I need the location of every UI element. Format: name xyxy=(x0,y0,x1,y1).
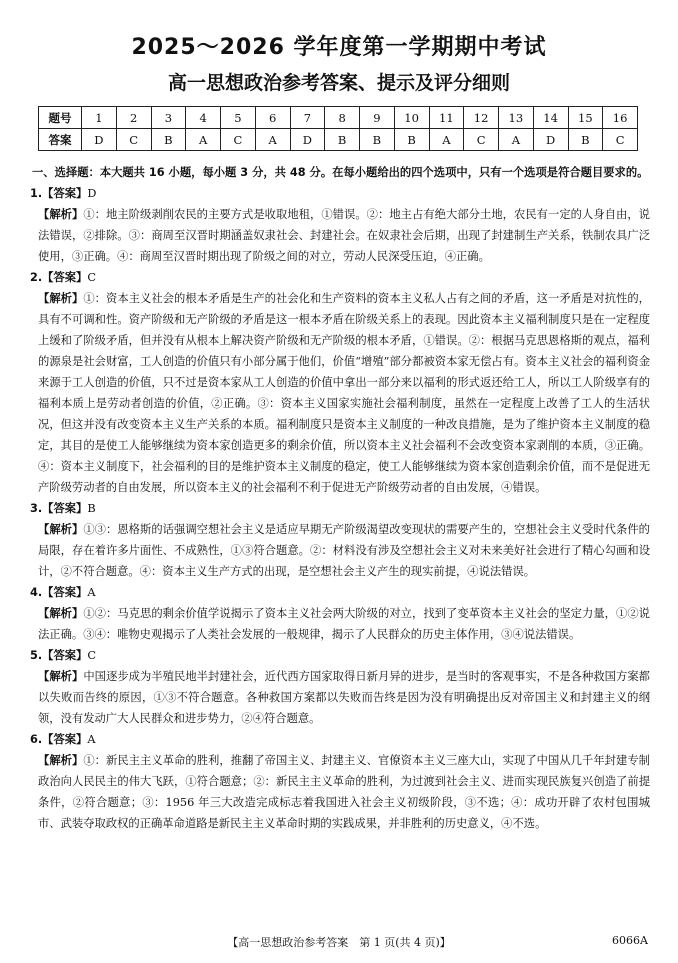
answer-cell: A xyxy=(429,129,464,151)
question-number-cell: 13 xyxy=(499,107,534,129)
answer-value: B xyxy=(87,502,96,515)
question-2-answer xyxy=(30,267,650,288)
answer-cell: B xyxy=(568,129,603,151)
answer-value: A xyxy=(87,586,96,599)
answer-row xyxy=(39,129,638,151)
question-number-cell: 15 xyxy=(568,107,603,129)
question-6-explanation xyxy=(30,750,650,834)
question-number-cell: 8 xyxy=(325,107,360,129)
question-number-cell: 1 xyxy=(82,107,117,129)
answer-cell: C xyxy=(221,129,256,151)
answer-tag: 【答案】 xyxy=(42,187,88,200)
answer-cell: B xyxy=(325,129,360,151)
answer-tag: 【答案】 xyxy=(42,733,88,746)
answer-value: A xyxy=(87,733,96,746)
question-number-cell: 14 xyxy=(533,107,568,129)
explanation-tag: 【解析】 xyxy=(38,670,84,683)
question-number: 2. xyxy=(30,271,43,284)
answer-value: C xyxy=(87,649,97,662)
answer-tag: 【答案】 xyxy=(42,271,88,284)
question-number-cell: 6 xyxy=(255,107,290,129)
explanation-text: ①：地主阶级剥削农民的主要方式是收取地租，①错误。②：地主占有绝大部分土地，农民有一定的人身自由，说法错误，②排除。③：商周至汉晋时期涵盖奴隶社会、封建社会。在奴隶社会后期，出现了封建制生产关系，铁制农具广泛使用，③正确。④：商周至汉晋时期出现了阶级之间的对立，劳动人民深受压迫，④正确。 xyxy=(38,208,650,263)
answer-tag: 【答案】 xyxy=(42,502,88,515)
question-1-answer xyxy=(30,183,650,204)
explanation-text: ①②：马克思的剩余价值学说揭示了资本主义社会两大阶级的对立，找到了变革资本主义社会的坚定力量，①②说法正确。③④：唯物史观揭示了人类社会发展的一般规律，揭示了人民群众的历史主体作用，③④说法错误。 xyxy=(38,607,650,641)
explanation-tag: 【解析】 xyxy=(38,607,84,620)
question-number: 6. xyxy=(30,733,43,746)
answer-cell: A xyxy=(499,129,534,151)
answer-cell: B xyxy=(360,129,395,151)
explanation-text: ①③：恩格斯的话强调空想社会主义是适应早期无产阶级渴望改变现状的需要产生的，空想社会主义受时代条件的局限，存在着许多片面性、不成熟性，①③符合题意。②：材料没有涉及空想社会主义对未来美好社会进行了精心勾画和设计，②不符合题意。④：资本主义生产方式的出现，是空想社会主义产生的现实前提，④说法错误。 xyxy=(38,523,650,578)
question-number-cell: 9 xyxy=(360,107,395,129)
explanation-tag: 【解析】 xyxy=(38,754,84,767)
answer-cell: A xyxy=(186,129,221,151)
answer-cell: D xyxy=(290,129,325,151)
question-number: 4. xyxy=(30,586,43,599)
answer-table xyxy=(38,106,638,151)
page-subtitle: 高一思想政治参考答案、提示及评分细则 xyxy=(167,72,510,94)
answer-cell: A xyxy=(255,129,290,151)
question-number-cell: 3 xyxy=(151,107,186,129)
answer-content xyxy=(30,162,650,834)
explanation-text: 中国逐步成为半殖民地半封建社会，近代西方国家取得日新月异的进步，是当时的客观事实，不是各种救国方案都以失败而告终的原因，①③不符合题意。各种救国方案都以失败而告终是因为没有明确提出反对帝国主义和封建主义的纲领，没有发动广大人民群众和进步势力，②④符合题意。 xyxy=(38,670,650,725)
explanation-tag: 【解析】 xyxy=(38,208,84,221)
question-1-explanation xyxy=(30,204,650,267)
section-heading: 一、选择题：本大题共 16 小题，每小题 3 分，共 48 分。在每小题给出的四个选项中，只有一个选项是符合题目要求的。 xyxy=(32,166,649,179)
answer-cell: C xyxy=(603,129,638,151)
question-4-explanation xyxy=(30,603,650,645)
question-number-cell: 12 xyxy=(464,107,499,129)
question-6-answer xyxy=(30,729,650,750)
question-number-cell: 11 xyxy=(429,107,464,129)
answer-cell: D xyxy=(82,129,117,151)
question-5-answer xyxy=(30,645,650,666)
question-3-answer xyxy=(30,498,650,519)
explanation-text: ①：资本主义社会的根本矛盾是生产的社会化和生产资料的资本主义私人占有之间的矛盾，这一矛盾是对抗性的，具有不可调和性。资产阶级和无产阶级的矛盾是这一根本矛盾在阶级关系上的表现。因此资本主义福利制度只是在一定程度上缓和了阶级矛盾，但并没有从根本上解决资产阶级和无产阶级的根本矛盾，①错误。②：根据马克思恩格斯的观点，福利的源泉是社会财富，工人创造的价值只有小部分属于他们，价值“增殖”部分都被资本家无偿占有。资本主义社会的福利资金来源于工人创造的价值，只不过是资本家从工人创造的价值中拿出一部分来以福利的形式返还给工人，所以工人阶级享有的福利本质上是劳动者创造的价值，②正确。③：资本主义国家实施社会福利制度，虽然在一定程度上改善了工人的生活状况，但这并没有改变资本主义生产关系的本质。福利制度只是资本主义制度的一种改良措施，是为了维护资本主义制度的稳定，其目的是使工人能够继续为资本家创造更多的剩余价值，所以资本主义社会福利不会改变资本家剥削的本质，③正确。④：资本主义制度下，社会福利的目的是维护资本主义制度的稳定，使工人能够继续为资本家创造剩余价值，而不是促进无产阶级劳动者的自由发展，所以资本主义的社会福利不利于促进无产阶级劳动者的自由发展，④错误。 xyxy=(38,292,650,494)
explanation-tag: 【解析】 xyxy=(38,523,84,536)
question-5-explanation xyxy=(30,666,650,729)
question-3-explanation xyxy=(30,519,650,582)
answer-cell: D xyxy=(533,129,568,151)
answer-cell: B xyxy=(151,129,186,151)
question-number-row xyxy=(39,107,638,129)
question-number: 5. xyxy=(30,649,43,662)
answer-value: C xyxy=(87,271,97,284)
question-number-cell: 16 xyxy=(603,107,638,129)
explanation-tag: 【解析】 xyxy=(38,292,84,305)
question-number-label: 题号 xyxy=(39,107,82,129)
question-4-answer xyxy=(30,582,650,603)
question-number: 3. xyxy=(30,502,43,515)
answer-tag: 【答案】 xyxy=(42,586,88,599)
question-number-cell: 2 xyxy=(116,107,151,129)
document-code: 6066A xyxy=(612,934,648,947)
answer-cell: C xyxy=(116,129,151,151)
answer-value: D xyxy=(87,187,97,200)
question-number-cell: 5 xyxy=(221,107,256,129)
question-number-cell: 4 xyxy=(186,107,221,129)
explanation-text: ①：新民主主义革命的胜利，推翻了帝国主义、封建主义、官僚资本主义三座大山，实现了中国从几千年封建专制政治向人民民主的伟大飞跃，①符合题意；②：新民主主义革命的胜利，为过渡到社会主义、进而实现民族复兴创造了前提条件，②符合题意；③：1956 年三大改造完成标志着我国进入社会主义初级阶段，③不选；④：成功开辟了农村包围城市、武装夺取政权的正确革命道路是新民主主义革命时期的实践成果，并非胜利的历史意义，④不选。 xyxy=(38,754,650,830)
answer-cell: B xyxy=(394,129,429,151)
question-number: 1. xyxy=(30,187,43,200)
question-number-cell: 10 xyxy=(394,107,429,129)
answer-cell: C xyxy=(464,129,499,151)
answer-tag: 【答案】 xyxy=(42,649,88,662)
page-title: 2025～2026 学年度第一学期期中考试 xyxy=(131,35,547,60)
answer-label: 答案 xyxy=(39,129,82,151)
question-2-explanation xyxy=(30,288,650,498)
page-footer: 【高一思想政治参考答案 第 1 页(共 4 页)】 xyxy=(227,936,451,949)
question-number-cell: 7 xyxy=(290,107,325,129)
